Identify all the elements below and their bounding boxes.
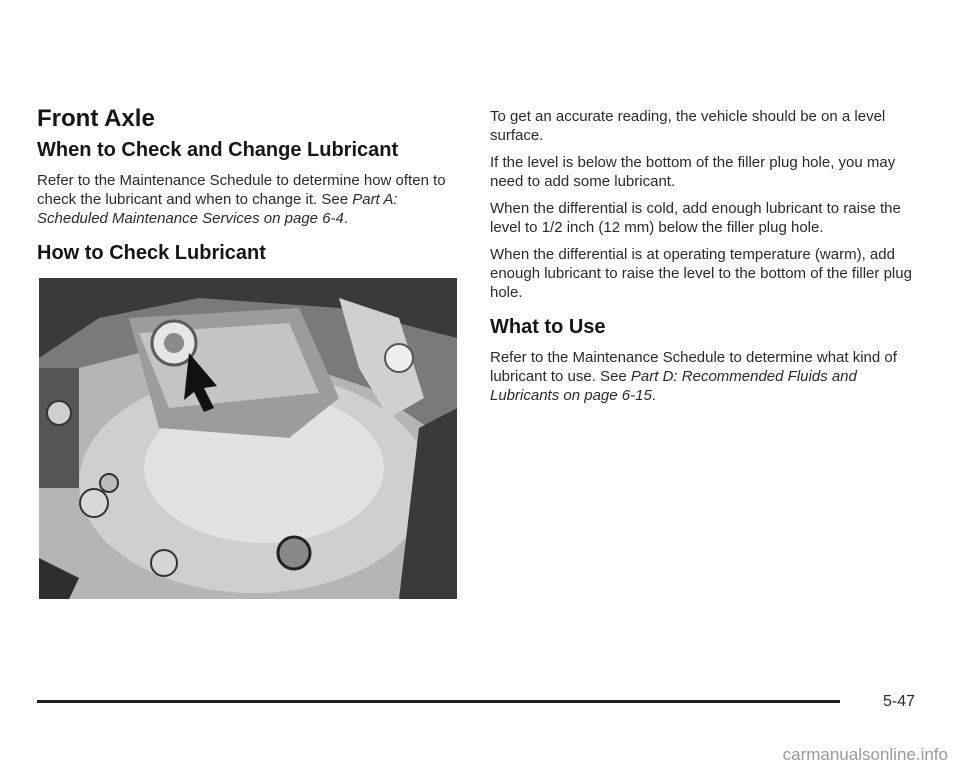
paragraph-below-plug-hole: If the level is below the bottom of the filler plug hole, you may need to add some lubricant. [490, 154, 896, 190]
front-axle-illustration [39, 278, 457, 599]
footer-rule [37, 700, 840, 703]
section-text-when-to-check [37, 171, 462, 228]
watermark[interactable]: carmanualsonline.info [782, 745, 948, 764]
cross-reference-recommended-fluids[interactable]: Part D: Recommended Fluids and Lubricants on page 6-15 [490, 368, 857, 404]
section-heading-how-to-check: How to Check Lubricant [37, 242, 266, 264]
cross-reference-scheduled-maintenance[interactable]: Part A: Scheduled Maintenance Services on page 6-4 [37, 191, 398, 227]
paragraph-accurate-reading: To get an accurate reading, the vehicle should be on a level surface. [490, 108, 886, 144]
paragraph-cold-differential: When the differential is cold, add enough lubricant to raise the level to 1/2 inch (12 mm) below the filler plug hole. [490, 200, 901, 236]
paragraph-warm-differential: When the differential is at operating temperature (warm), add enough lubricant to raise the level to the bottom of the filler plug hole. [490, 246, 912, 301]
section-text-body: Refer to the Maintenance Schedule to determine what kind of lubricant to use. See [490, 349, 897, 385]
page-title: Front Axle [37, 105, 155, 132]
sentence-end: . [343, 210, 349, 227]
section-text-what-to-use [490, 348, 915, 405]
page-number: 5-47 [883, 693, 916, 710]
section-text-body: Refer to the Maintenance Schedule to determine how often to check the lubricant and when to change it. See [37, 172, 446, 208]
right-column [490, 107, 915, 405]
front-axle-photo [39, 278, 457, 599]
sentence-end: . [651, 387, 656, 404]
left-column [37, 105, 462, 266]
section-heading-what-to-use: What to Use [490, 316, 606, 338]
section-heading-when-to-check: When to Check and Change Lubricant [37, 139, 399, 161]
